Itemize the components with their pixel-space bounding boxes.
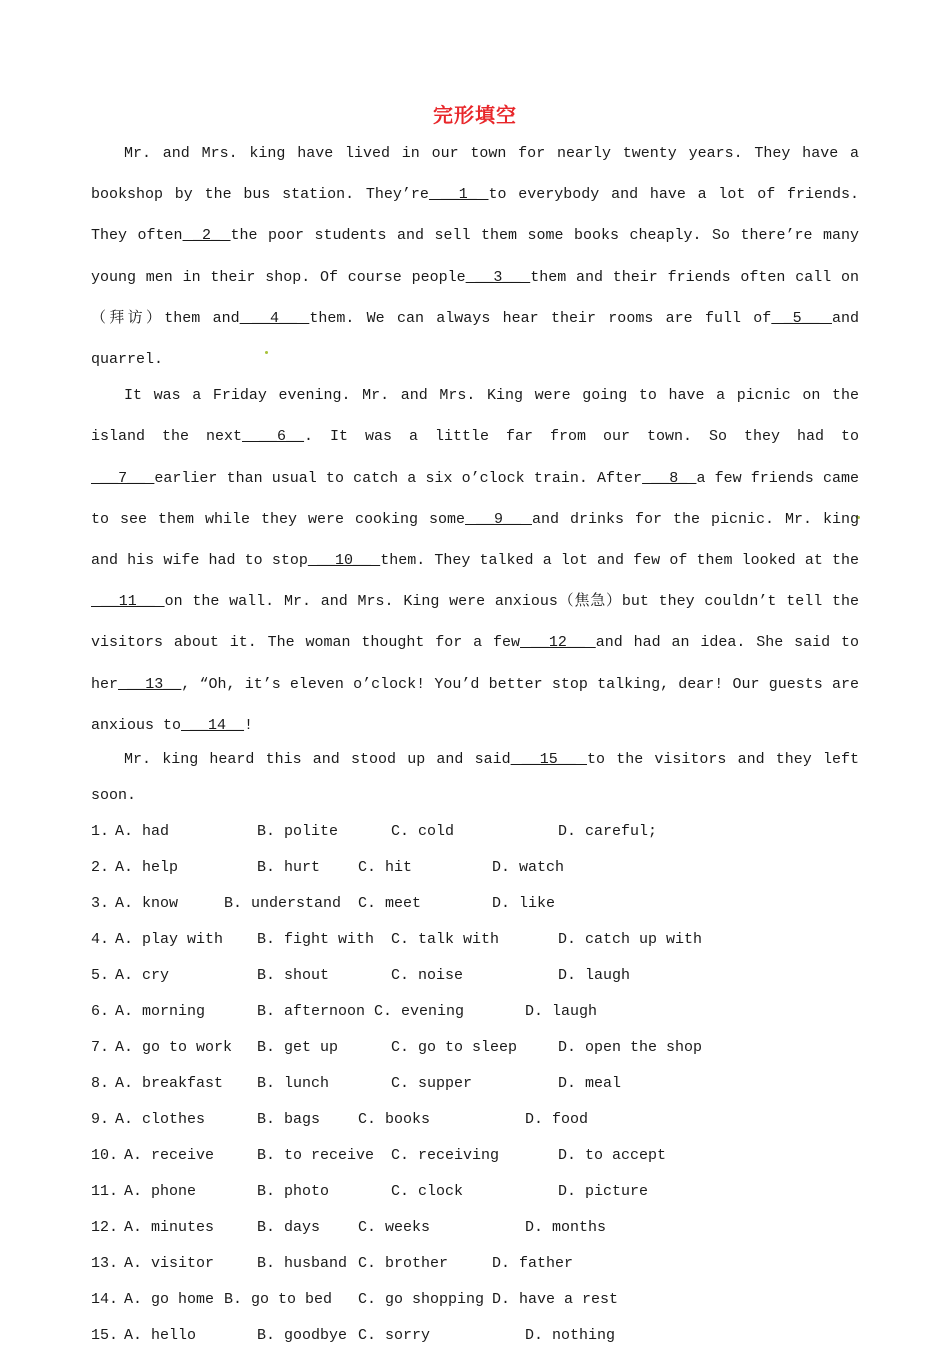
option-d: D. father (492, 1255, 574, 1273)
option-c: C. noise (391, 967, 464, 985)
question-number: 10. (91, 1147, 119, 1165)
question-row (91, 958, 859, 994)
option-a: A. help (115, 859, 179, 877)
question-row (91, 994, 859, 1030)
option-b: B. go to bed (224, 1291, 333, 1309)
option-c: C. hit (358, 859, 413, 877)
blank-7: __7__ (91, 469, 155, 487)
option-a: A. play with (115, 931, 224, 949)
option-b: B. shout (257, 967, 330, 985)
blank-5: _5__ (771, 309, 832, 327)
question-row (91, 850, 859, 886)
blank-2: _2_ (182, 227, 231, 245)
option-b: B. husband (257, 1255, 348, 1273)
blank-4: __4__ (239, 309, 310, 327)
question-row (91, 1210, 859, 1246)
question-number: 15. (91, 1327, 119, 1345)
question-row (91, 1246, 859, 1282)
question-number: 11. (91, 1183, 119, 1201)
option-d: D. nothing (525, 1327, 616, 1345)
option-d: D. catch up with (558, 931, 703, 949)
option-a: A. go home (124, 1291, 215, 1309)
question-row (91, 1138, 859, 1174)
option-c: C. supper (391, 1075, 473, 1093)
question-row (91, 1066, 859, 1102)
option-a: A. clothes (115, 1111, 206, 1129)
blank-8: __8_ (642, 469, 697, 487)
option-c: C. books (358, 1111, 431, 1129)
option-b: B. days (257, 1219, 321, 1237)
question-row (91, 1282, 859, 1318)
question-number: 7. (91, 1039, 110, 1057)
option-b: B. understand (224, 895, 342, 913)
option-c: C. go shopping (358, 1291, 485, 1309)
option-b: B. polite (257, 823, 339, 841)
option-a: A. receive (124, 1147, 215, 1165)
option-a: A. know (115, 895, 179, 913)
option-c: C. evening (374, 1003, 465, 1021)
blank-15: __15__ (510, 751, 587, 769)
blank-10: __10__ (307, 552, 381, 570)
blank-12: __12__ (520, 634, 596, 652)
option-c: C. brother (358, 1255, 449, 1273)
option-d: D. laugh (525, 1003, 598, 1021)
option-c: C. talk with (391, 931, 500, 949)
question-number: 4. (91, 931, 110, 949)
option-c: C. cold (391, 823, 455, 841)
option-a: A. breakfast (115, 1075, 224, 1093)
blank-13: __13__ (118, 675, 182, 693)
option-a: A. morning (115, 1003, 206, 1021)
option-d: D. watch (492, 859, 565, 877)
option-d: D. laugh (558, 967, 631, 985)
option-c: C. go to sleep (391, 1039, 518, 1057)
blank-9: __9__ (465, 510, 532, 528)
question-list (91, 814, 859, 1354)
question-number: 1. (91, 823, 110, 841)
question-number: 14. (91, 1291, 119, 1309)
option-b: B. bags (257, 1111, 321, 1129)
option-a: A. minutes (124, 1219, 215, 1237)
option-d: D. picture (558, 1183, 649, 1201)
option-a: A. cry (115, 967, 170, 985)
blank-1: __1_ (428, 186, 489, 204)
page-title: 完形填空 (433, 103, 517, 127)
question-number: 2. (91, 859, 110, 877)
document-body (91, 133, 859, 1354)
option-c: C. sorry (358, 1327, 431, 1345)
question-number: 12. (91, 1219, 119, 1237)
option-b: B. goodbye (257, 1327, 348, 1345)
question-row (91, 814, 859, 850)
option-d: D. meal (558, 1075, 622, 1093)
option-b: B. afternoon (257, 1003, 366, 1021)
option-c: C. clock (391, 1183, 464, 1201)
option-d: D. open the shop (558, 1039, 703, 1057)
option-a: A. visitor (124, 1255, 215, 1273)
option-c: C. weeks (358, 1219, 431, 1237)
passage-paragraph-3: Mr. king heard this and stood up and said __15__ to the visitors and they left soon. (91, 751, 860, 805)
option-b: B. hurt (257, 859, 321, 877)
option-a: A. hello (124, 1327, 197, 1345)
option-d: D. careful; (558, 823, 658, 841)
passage-paragraph-2: It was a Friday evening. Mr. and Mrs. King were going to have a picnic on the island the next __6__. It was a little far from our town. So they had to __7__ earlier than usual to catch a six o’clock train. After __8_ a few friends came to see them while they were cooking some __9__ and drinks for the picnic. Mr. king and his wife had to stop __10__ them. They talked a lot and few of them looked at the __11__ on the wall. Mr. and Mrs. King were anxious（焦急）but they couldn’t tell the visitors about it. The woman thought for a few __12__ and had an idea. She said to her __13__, “Oh, it’s eleven o’clock! You’d better stop talking, dear! Our guests are anxious to __14__! (91, 387, 860, 734)
question-row (91, 922, 859, 958)
option-d: D. to accept (558, 1147, 667, 1165)
blank-6: __6__ (242, 428, 305, 446)
question-number: 13. (91, 1255, 119, 1273)
blank-14: __14__ (181, 716, 245, 734)
option-b: B. fight with (257, 931, 375, 949)
question-row (91, 1174, 859, 1210)
option-b: B. photo (257, 1183, 330, 1201)
question-number: 8. (91, 1075, 110, 1093)
option-b: B. lunch (257, 1075, 330, 1093)
option-d: D. have a rest (492, 1291, 619, 1309)
option-c: C. receiving (391, 1147, 500, 1165)
option-c: C. meet (358, 895, 422, 913)
question-number: 9. (91, 1111, 110, 1129)
question-number: 3. (91, 895, 110, 913)
question-number: 5. (91, 967, 110, 985)
passage-paragraph-1: Mr. and Mrs. king have lived in our town for nearly twenty years. They have a bookshop by the bus station. They’re __1_ to everybody and have a lot of friends. They often _2_ the poor students and sell them some books cheaply. So there’re many young men in their shop. Of course people __3__ them and their friends often call on（拜访）them and __4__ them. We can always hear their rooms are full of _5__ and quarrel. (91, 145, 860, 369)
blank-11: __11__ (91, 593, 165, 611)
option-a: A. go to work (115, 1039, 233, 1057)
option-d: D. like (492, 895, 556, 913)
option-d: D. food (525, 1111, 589, 1129)
option-a: A. had (115, 823, 170, 841)
question-row (91, 1030, 859, 1066)
blank-3: __3__ (465, 268, 531, 286)
question-row (91, 886, 859, 922)
option-b: B. to receive (257, 1147, 375, 1165)
question-row (91, 1318, 859, 1354)
option-a: A. phone (124, 1183, 197, 1201)
question-row (91, 1102, 859, 1138)
option-b: B. get up (257, 1039, 339, 1057)
question-number: 6. (91, 1003, 110, 1021)
option-d: D. months (525, 1219, 607, 1237)
